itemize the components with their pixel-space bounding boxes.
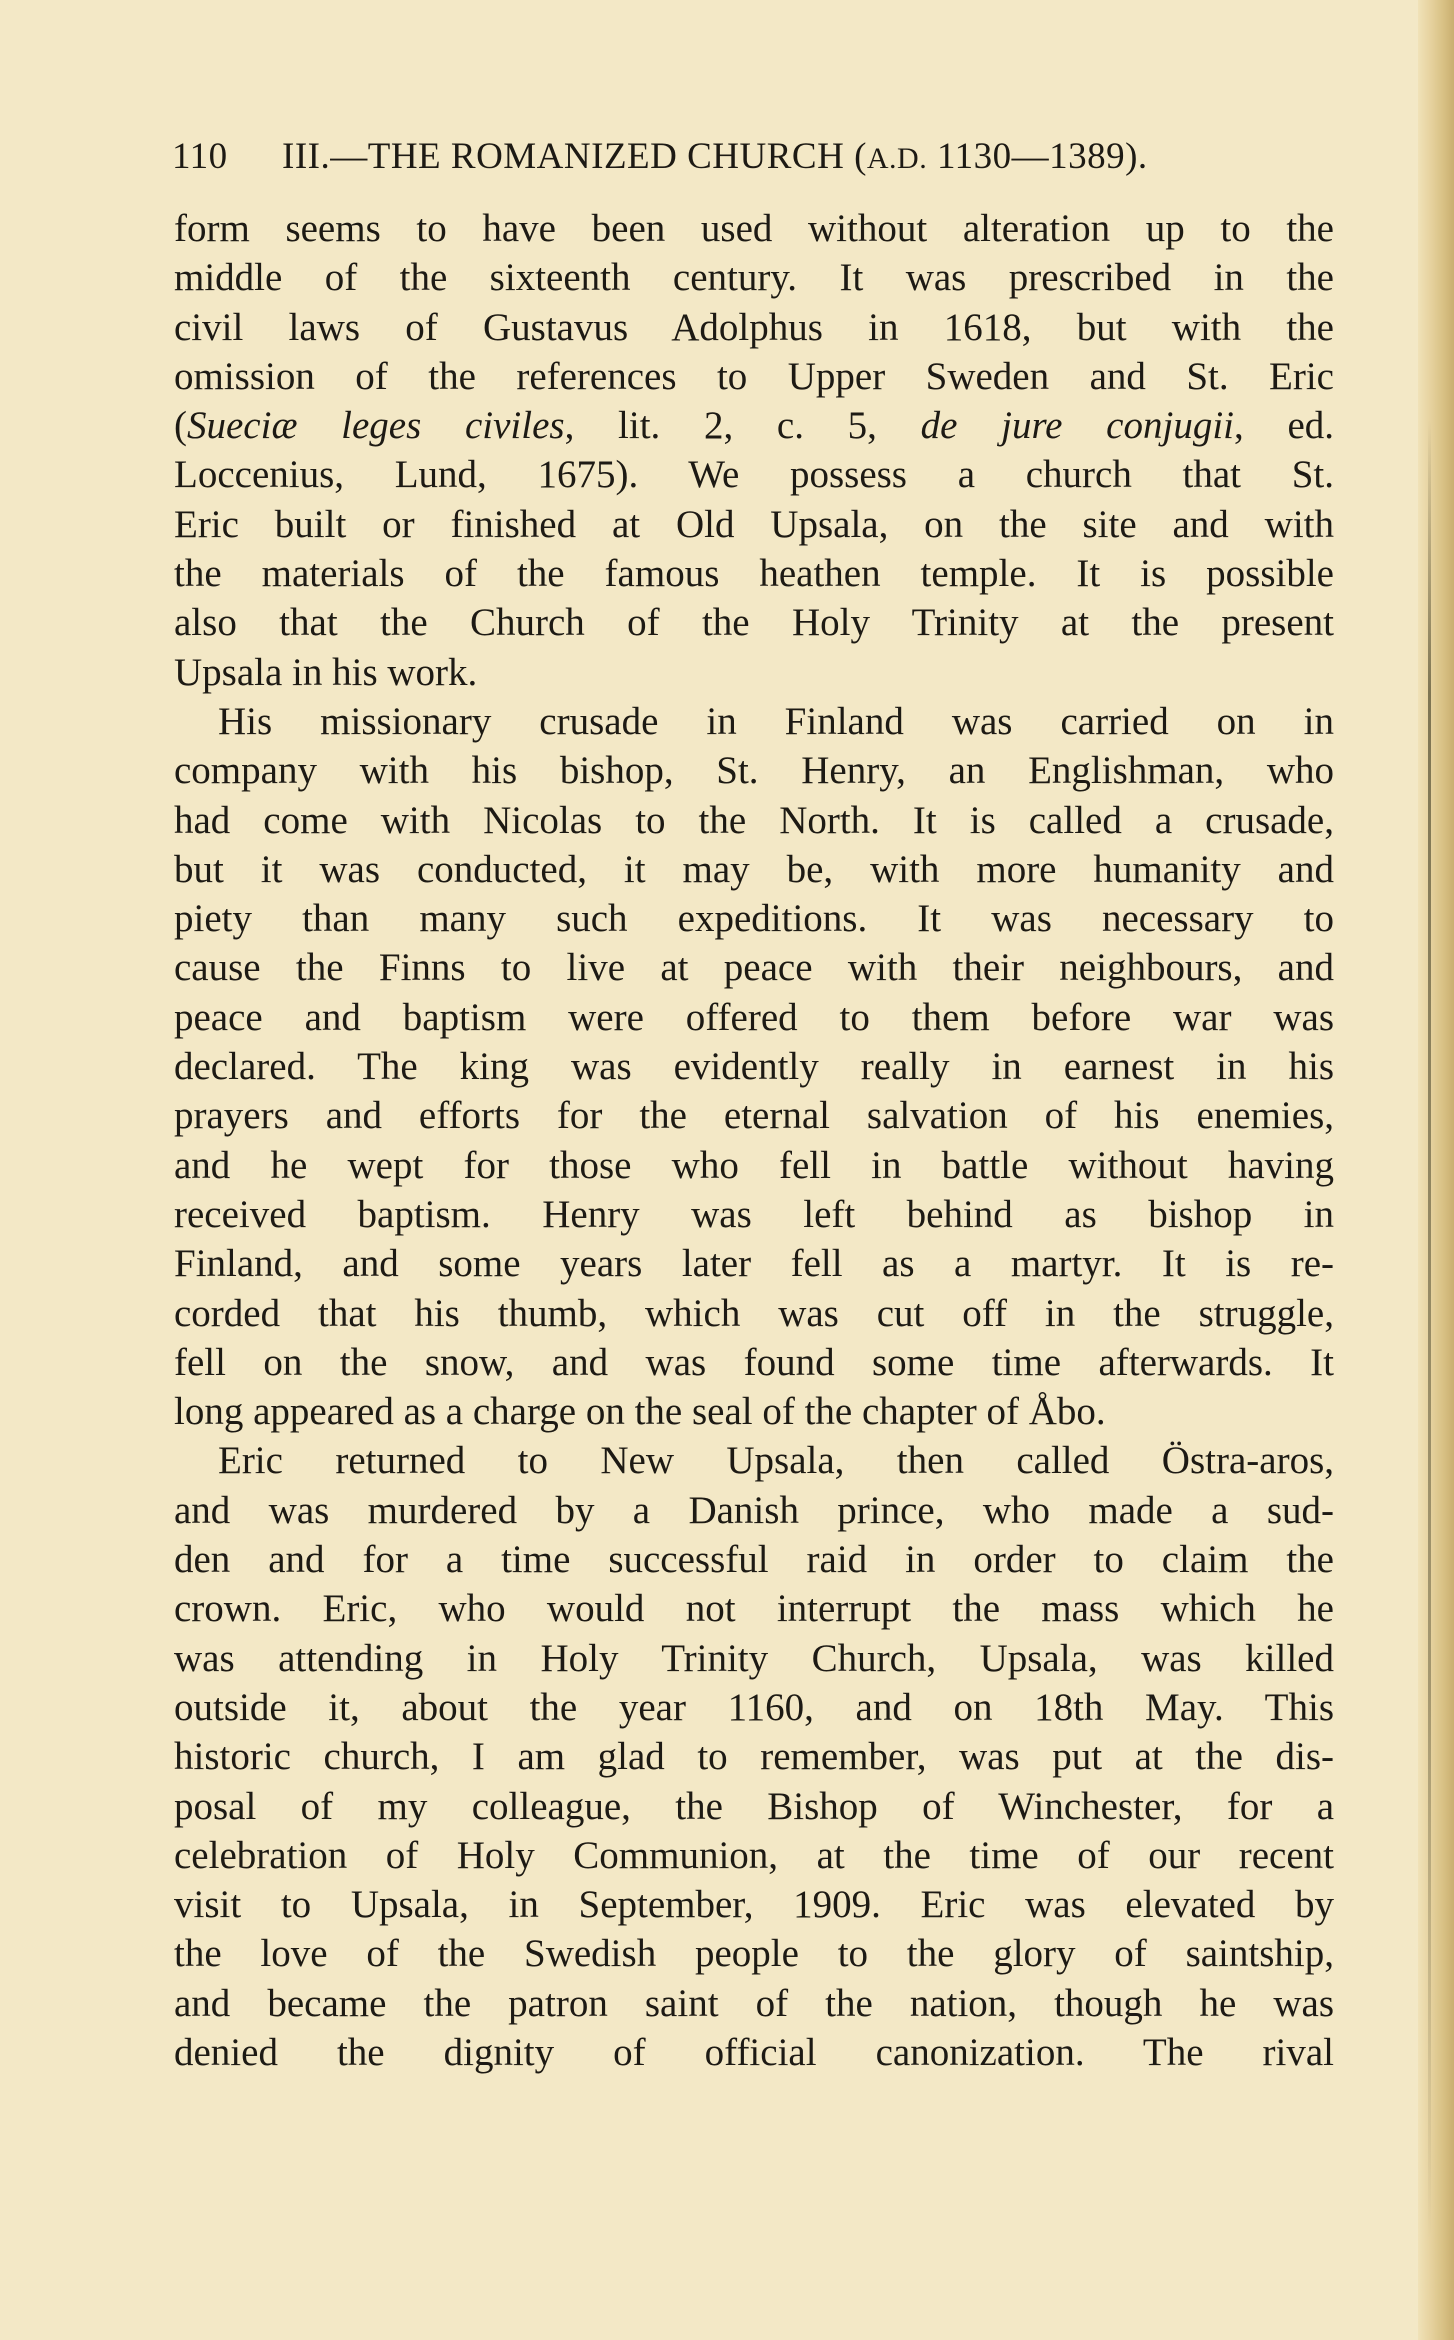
chapter-title — [282, 132, 1148, 184]
text-line: historic church, I am glad to remember, was put at the dis- — [174, 1735, 1334, 1779]
text-line: the materials of the famous heathen temple. It is possible — [174, 552, 1334, 596]
chapter-title-main: III.—THE ROMANIZED CHURCH ( — [282, 136, 867, 177]
page-edge — [1418, 0, 1454, 2340]
text-line: company with his bishop, St. Henry, an Englishman, who — [174, 749, 1334, 793]
text-line: and became the patron saint of the nation, though he was — [174, 1981, 1334, 2025]
citation-title-italic: Sueciæ leges civiles — [187, 404, 565, 448]
text-line: fell on the snow, and was found some time afterwards. It — [174, 1340, 1334, 1384]
text-line: received baptism. Henry was left behind as bishop in — [174, 1192, 1334, 1236]
text-line-paragraph-start: Eric returned to New Upsala, then called Östra-aros, — [218, 1439, 1334, 1483]
text-line: form seems to have been used without alteration up to the — [174, 207, 1334, 250]
citation-ref: , lit. 2, c. 5, — [564, 404, 921, 448]
text-line: Loccenius, Lund, 1675). We possess a church that St. — [174, 453, 1334, 497]
text-line: crown. Eric, who would not interrupt the mass which he — [174, 1587, 1334, 1631]
text-line: celebration of Holy Communion, at the time of our recent — [174, 1833, 1334, 1877]
text-line: civil laws of Gustavus Adolphus in 1618, but with the — [174, 305, 1334, 349]
text-line: visit to Upsala, in September, 1909. Eric was elevated by — [174, 1883, 1334, 1927]
chapter-title-ad: A.D. — [866, 142, 928, 175]
citation-open: ( — [174, 404, 187, 448]
text-line: peace and baptism were offered to them before war was — [174, 995, 1334, 1039]
running-head — [172, 132, 1332, 182]
text-line: cause the Finns to live at peace with their neighbours, and — [174, 946, 1334, 990]
text-line: Eric built or finished at Old Upsala, on the site and with — [174, 502, 1334, 546]
text-line: was attending in Holy Trinity Church, Upsala, was killed — [174, 1636, 1334, 1680]
text-line: the love of the Swedish people to the glory of saintship, — [174, 1932, 1334, 1976]
text-line: omission of the references to Upper Sweden and St. Eric — [174, 354, 1334, 398]
text-line: piety than many such expeditions. It was necessary to — [174, 897, 1334, 941]
page-number: 110 — [172, 136, 228, 177]
citation-section-italic: de jure conjugii — [920, 404, 1234, 448]
chapter-title-dates: 1130—1389). — [927, 136, 1148, 177]
text-line-citation — [174, 401, 1334, 450]
text-line: but it was conducted, it may be, with more humanity and — [174, 847, 1334, 891]
text-line: declared. The king was evidently really in earnest in his — [174, 1045, 1334, 1089]
text-line: posal of my colleague, the Bishop of Winchester, for a — [174, 1784, 1334, 1828]
text-line: denied the dignity of official canonization. The rival — [174, 2030, 1334, 2074]
citation-end: , ed. — [1234, 404, 1334, 448]
text-line: outside it, about the year 1160, and on 18th May. This — [174, 1685, 1334, 1729]
text-line: had come with Nicolas to the North. It is called a crusade, — [174, 798, 1334, 842]
text-line-paragraph-start: His missionary crusade in Finland was carried on in — [218, 699, 1334, 743]
text-line: Finland, and some years later fell as a martyr. It is re- — [174, 1242, 1334, 1286]
text-line: den and for a time successful raid in order to claim the — [174, 1538, 1334, 1582]
text-line: corded that his thumb, which was cut off in the struggle, — [174, 1291, 1334, 1335]
text-line: prayers and efforts for the eternal salvation of his enemies, — [174, 1094, 1334, 1138]
body-text — [174, 204, 1334, 2077]
text-line: and was murdered by a Danish prince, who made a sud- — [174, 1488, 1334, 1532]
text-line: and he wept for those who fell in battle without having — [174, 1143, 1334, 1187]
text-line: Upsala in his work. — [174, 650, 478, 694]
text-line: middle of the sixteenth century. It was prescribed in the — [174, 256, 1334, 300]
text-line: long appeared as a charge on the seal of the chapter of Åbo. — [174, 1390, 1106, 1434]
text-line: also that the Church of the Holy Trinity at the present — [174, 601, 1334, 645]
